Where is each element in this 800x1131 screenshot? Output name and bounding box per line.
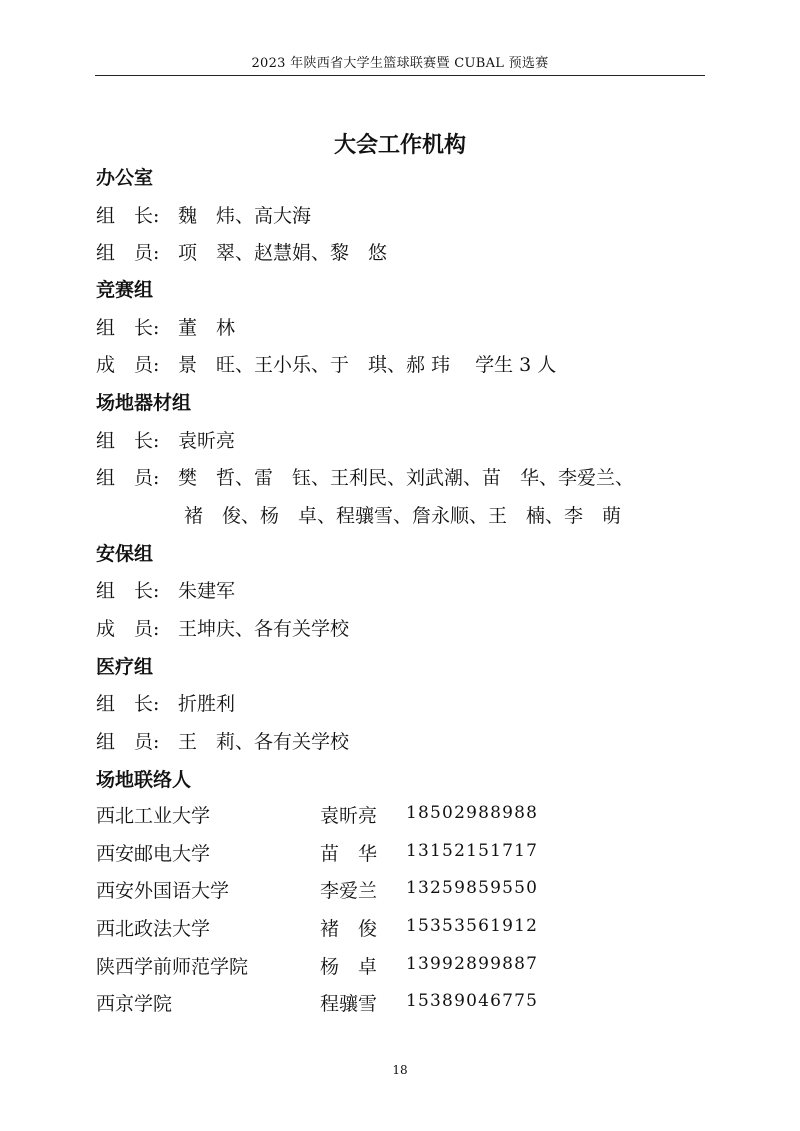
section-heading-venue: 场地器材组: [96, 392, 192, 414]
contact-school: 西京学院: [96, 993, 173, 1015]
row-label: 组 长:: [96, 205, 160, 227]
venue-member-row: [96, 463, 634, 490]
section-heading-security: 安保组: [96, 543, 154, 565]
contact-name: 李爱兰: [320, 880, 378, 902]
office-member-row: [96, 238, 387, 265]
page-number: 18: [392, 1063, 408, 1077]
row-value: 景 旺、王小乐、于 琪、郝 玮 学生 3 人: [178, 354, 557, 376]
contact-school: 陕西学前师范学院: [96, 956, 249, 978]
contact-school: 西安外国语大学: [96, 880, 230, 902]
contact-phone: 15353561912: [406, 916, 539, 936]
row-label: 成 员:: [96, 354, 160, 376]
row-value: 董 林: [178, 317, 236, 339]
row-label: 组 长:: [96, 430, 160, 452]
contact-school: 西安邮电大学: [96, 843, 211, 865]
venue-member-continuation: 褚 俊、杨 卓、程骧雪、詹永顺、王 楠、李 萌: [184, 505, 622, 527]
row-value: 王坤庆、各有关学校: [178, 618, 350, 640]
contact-phone: 18502988988: [406, 803, 539, 823]
security-member-row: [96, 614, 349, 641]
competition-member-row: [96, 350, 556, 377]
venue-leader-row: [96, 426, 235, 453]
row-label: 组 员:: [96, 467, 160, 489]
security-leader-row: [96, 576, 235, 603]
row-label: 成 员:: [96, 618, 160, 640]
section-heading-medical: 医疗组: [96, 656, 154, 678]
section-heading-competition: 竞赛组: [96, 279, 154, 301]
contact-name: 杨 卓: [320, 956, 378, 978]
row-value: 樊 哲、雷 钰、王利民、刘武潮、苗 华、李爱兰、: [178, 467, 635, 489]
row-value: 项 翠、赵慧娟、黎 悠: [178, 242, 388, 264]
header-divider: [95, 75, 705, 76]
row-value: 朱建军: [178, 580, 236, 602]
row-label: 组 长:: [96, 317, 160, 339]
row-label: 组 长:: [96, 580, 160, 602]
contact-school: 西北政法大学: [96, 918, 211, 940]
row-label: 组 员:: [96, 731, 160, 753]
row-value: 袁昕亮: [178, 430, 236, 452]
office-leader-row: [96, 201, 311, 228]
contact-name: 程骧雪: [320, 993, 378, 1015]
contact-phone: 13259859550: [406, 878, 539, 898]
section-heading-office: 办公室: [96, 167, 154, 189]
running-header: 2023 年陕西省大学生篮球联赛暨 CUBAL 预选赛: [251, 56, 549, 71]
medical-member-row: [96, 727, 349, 754]
contact-school: 西北工业大学: [96, 805, 211, 827]
contact-name: 褚 俊: [320, 918, 378, 940]
row-value: 魏 炜、高大海: [178, 205, 312, 227]
row-label: 组 长:: [96, 693, 160, 715]
contact-phone: 15389046775: [406, 991, 539, 1011]
contact-name: 袁昕亮: [320, 805, 378, 827]
competition-leader-row: [96, 313, 235, 340]
contact-phone: 13992899887: [406, 954, 539, 974]
contact-phone: 13152151717: [406, 841, 539, 861]
row-value: 王 莉、各有关学校: [178, 731, 350, 753]
contact-name: 苗 华: [320, 843, 378, 865]
section-heading-contacts: 场地联络人: [96, 769, 192, 791]
row-value: 折胜利: [178, 693, 236, 715]
medical-leader-row: [96, 689, 235, 716]
row-label: 组 员:: [96, 242, 160, 264]
page-title: 大会工作机构: [333, 133, 466, 158]
